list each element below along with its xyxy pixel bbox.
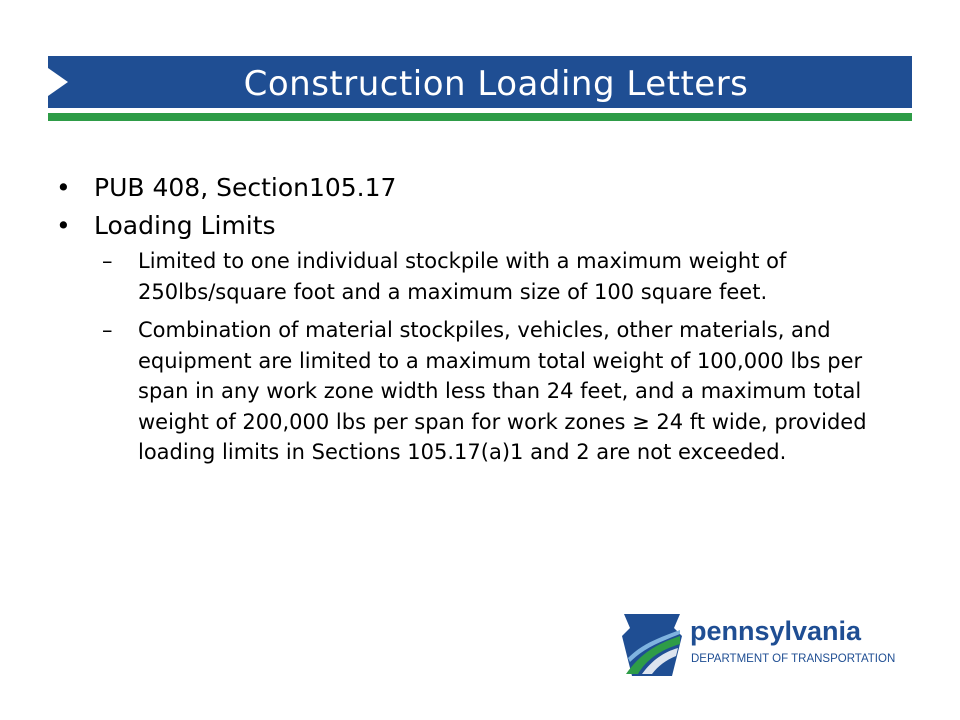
sub-bullet-marker: – (102, 249, 113, 273)
bullet-marker: • (56, 211, 71, 240)
penndot-logo (622, 614, 922, 676)
bullet-marker: • (56, 173, 71, 202)
sub-bullet-item (102, 246, 916, 307)
logo-wordmark: pennsylvania (690, 616, 862, 646)
slide-content (56, 170, 916, 476)
bullet-item (56, 208, 916, 244)
bullet-text: PUB 408, Section105.17 (94, 173, 397, 202)
sub-bullet-item (102, 315, 916, 468)
sub-bullet-text: Limited to one individual stockpile with a maximum weight of 250lbs/square foot and a maximum size of 100 square feet. (138, 249, 787, 304)
sub-bullet-text: Combination of material stockpiles, vehicles, other materials, and equipment are limited to a maximum total weight of 100,000 lbs per span in any work zone width less than 24 feet, and a maximum total weight of 200,000 lbs per span for work zones ≥ 24 ft wide, provided loading limits in Sections 105.17(a)1 and 2 are not exceeded. (138, 318, 867, 464)
bullet-text: Loading Limits (94, 211, 276, 240)
bullet-item (56, 170, 916, 206)
slide-title: Construction Loading Letters (243, 64, 749, 104)
sub-bullet-marker: – (102, 318, 113, 342)
keystone-road-icon (622, 614, 682, 676)
logo-department: DEPARTMENT OF TRANSPORTATION (691, 653, 896, 665)
accent-rule (48, 113, 912, 121)
